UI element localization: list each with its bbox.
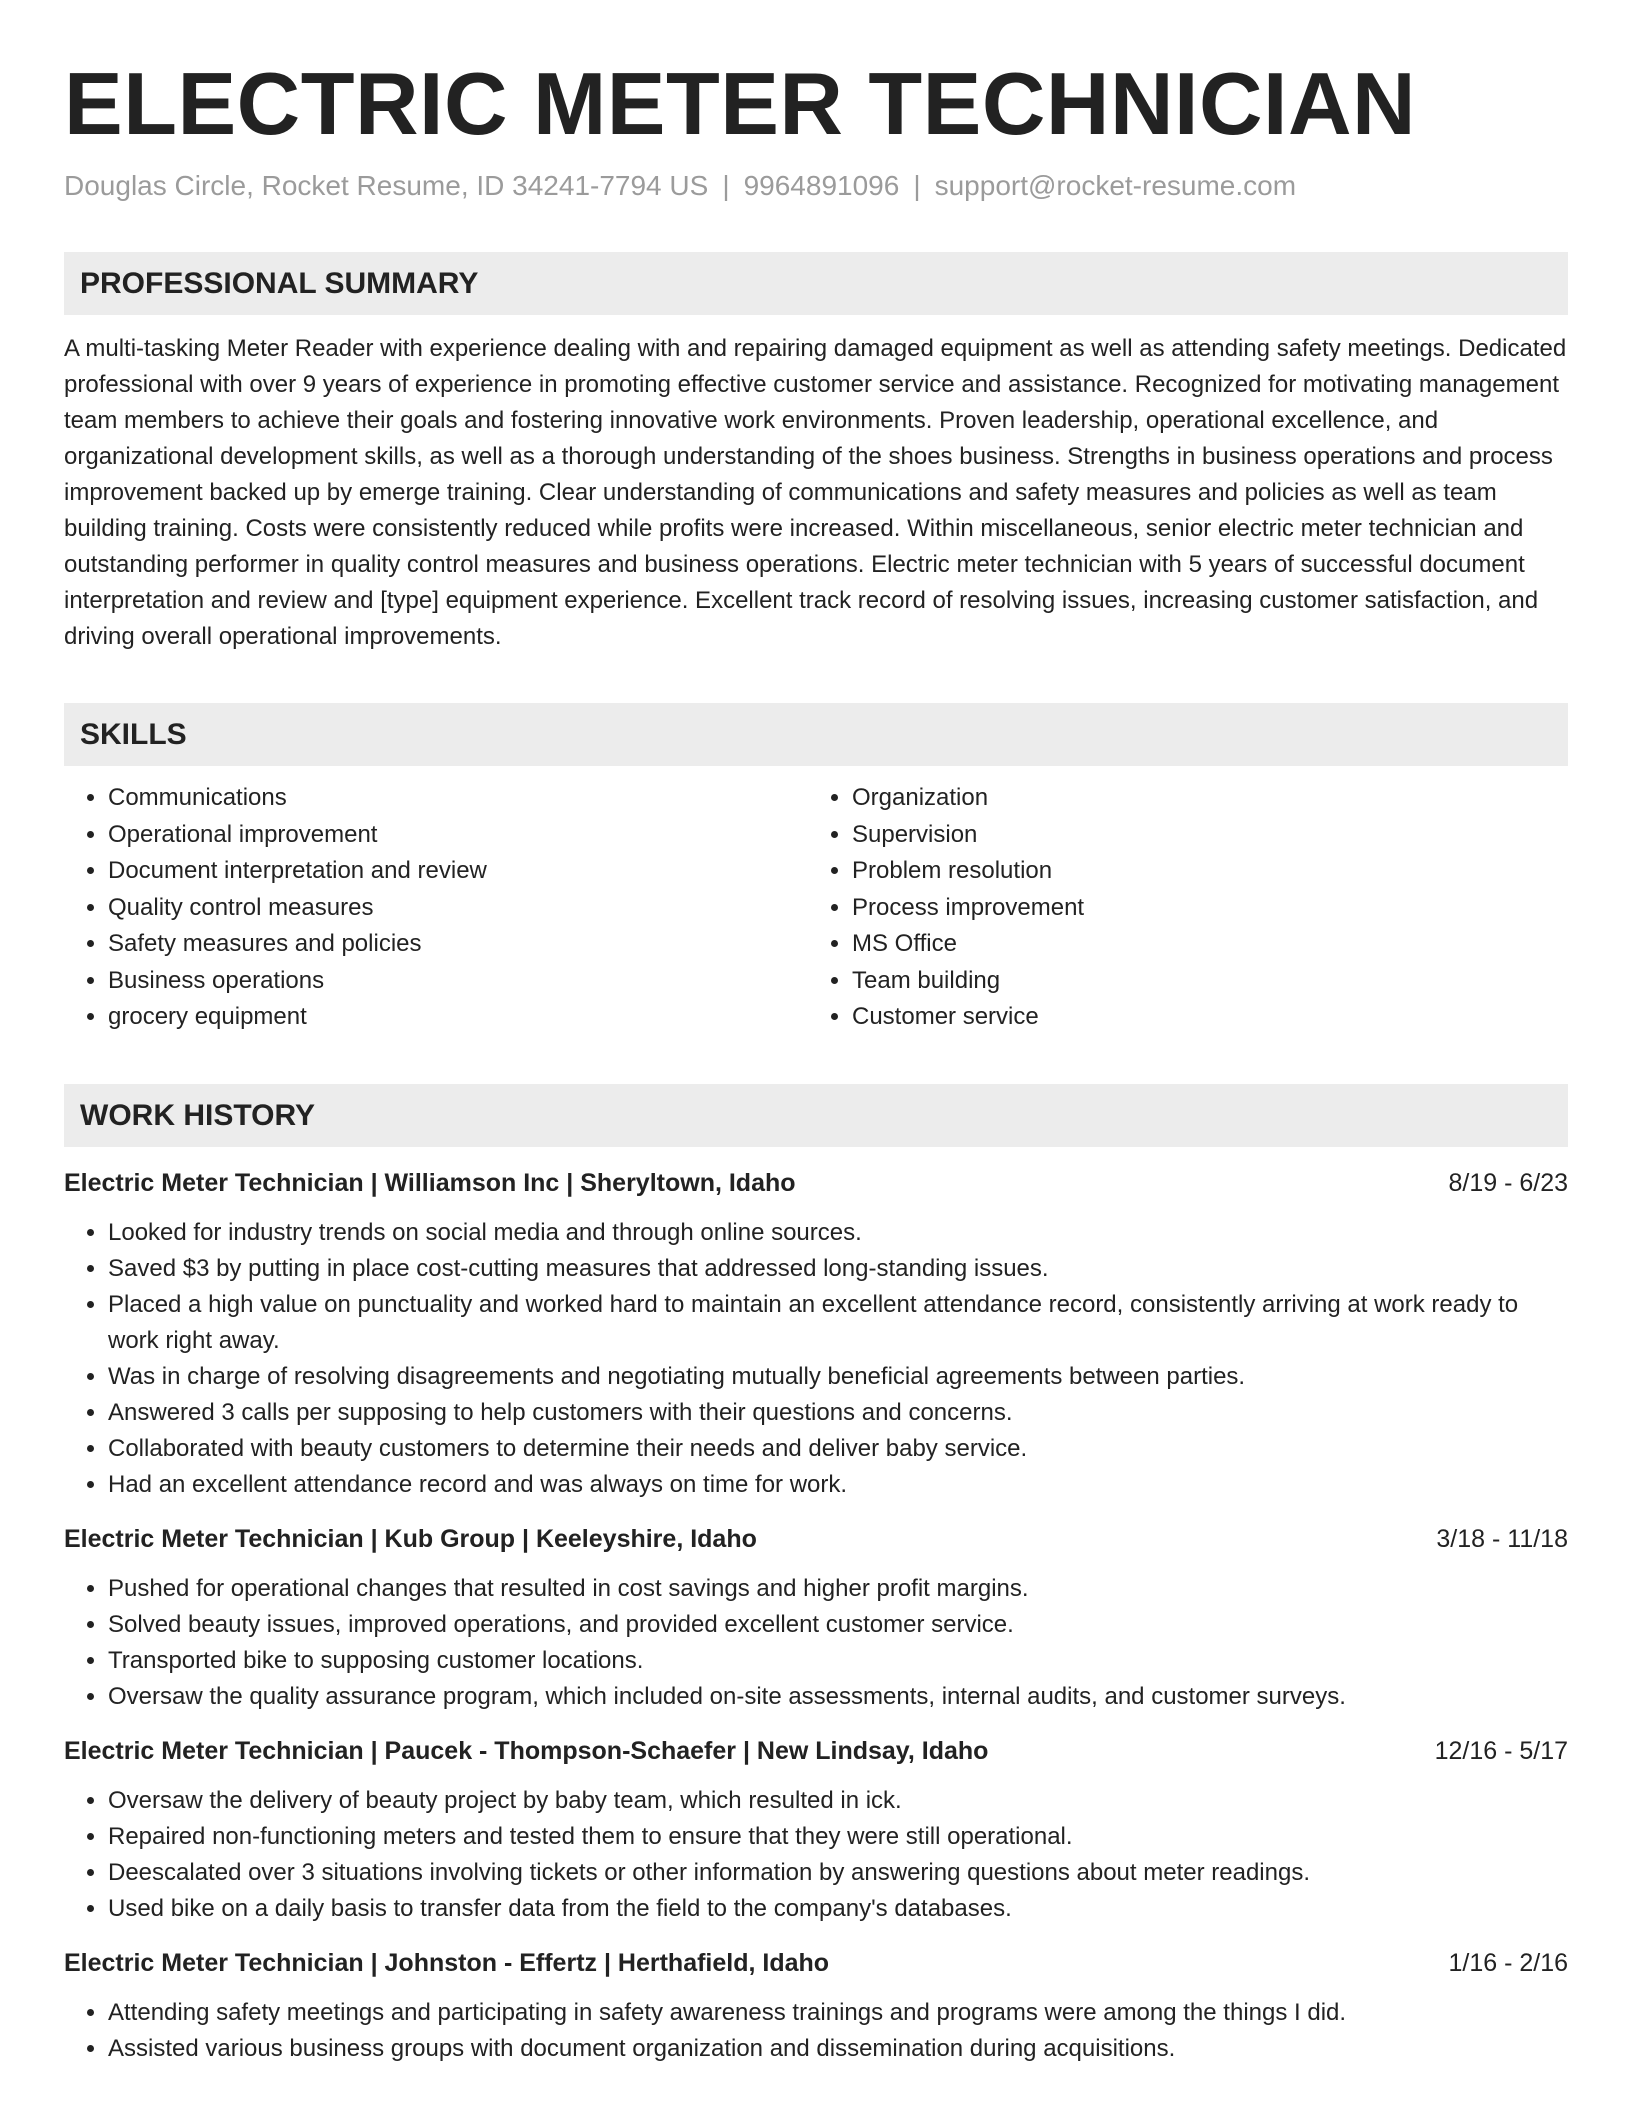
job-header	[64, 1733, 1568, 1769]
skill-item: • Customer service	[852, 999, 1552, 1036]
skill-item: • Operational improvement	[108, 817, 808, 854]
job-bullet: • Used bike on a daily basis to transfer data from the field to the company's databases.	[108, 1891, 1568, 1927]
job-bullet: • Pushed for operational changes that resulted in cost savings and higher profit margins.	[108, 1571, 1568, 1607]
job-entry	[64, 1165, 1568, 1503]
job-bullets	[64, 1995, 1568, 2067]
job-entry	[64, 1733, 1568, 1927]
job-bullets	[64, 1215, 1568, 1503]
job-bullet: • Looked for industry trends on social media and through online sources.	[108, 1215, 1568, 1251]
job-bullet: • Solved beauty issues, improved operations, and provided excellent customer service.	[108, 1607, 1568, 1643]
job-dates: 12/16 - 5/17	[1434, 1736, 1568, 1765]
job-dates: 8/19 - 6/23	[1448, 1168, 1568, 1197]
contact-phone: 9964891096	[743, 170, 900, 201]
skill-item: • grocery equipment	[108, 999, 808, 1036]
resume-title: ELECTRIC METER TECHNICIAN	[64, 54, 1417, 153]
skill-item: • Safety measures and policies	[108, 926, 808, 963]
work-history-list	[64, 1165, 1568, 2067]
job-bullet: • Placed a high value on punctuality and worked hard to maintain an excellent attendance record, consistently arriving at work ready to work right away.	[108, 1287, 1568, 1359]
skill-item: • Quality control measures	[108, 890, 808, 927]
job-bullet: • Collaborated with beauty customers to determine their needs and deliver baby service.	[108, 1431, 1568, 1467]
skill-item: • Communications	[108, 780, 808, 817]
skills-column-left	[64, 780, 808, 1036]
skill-item: • Supervision	[852, 817, 1552, 854]
job-entry	[64, 1521, 1568, 1715]
skills-heading: SKILLS	[64, 703, 1568, 766]
job-bullets	[64, 1571, 1568, 1715]
job-dates: 1/16 - 2/16	[1448, 1948, 1568, 1977]
skill-item: • MS Office	[852, 926, 1552, 963]
job-title: Electric Meter Technician | Kub Group | Keeleyshire, Idaho	[64, 1524, 757, 1553]
skill-item: • Team building	[852, 963, 1552, 1000]
job-header	[64, 1945, 1568, 1981]
skill-item: • Organization	[852, 780, 1552, 817]
job-bullet: • Oversaw the delivery of beauty project by baby team, which resulted in ick.	[108, 1783, 1568, 1819]
job-dates: 3/18 - 11/18	[1436, 1524, 1568, 1553]
job-entry	[64, 1945, 1568, 2067]
job-bullets	[64, 1783, 1568, 1927]
job-bullet: • Was in charge of resolving disagreements and negotiating mutually beneficial agreements between parties.	[108, 1359, 1568, 1395]
job-bullet: • Transported bike to supposing customer locations.	[108, 1643, 1568, 1679]
skills-list	[64, 780, 1568, 1036]
contact-address: Douglas Circle, Rocket Resume, ID 34241-7794 US	[64, 170, 709, 201]
work-history-heading: WORK HISTORY	[64, 1084, 1568, 1147]
contact-separator: |	[913, 170, 921, 201]
contact-separator: |	[722, 170, 730, 201]
job-header	[64, 1165, 1568, 1201]
contact-line	[64, 168, 1568, 204]
skills-column-right	[808, 780, 1552, 1036]
job-bullet: • Assisted various business groups with document organization and dissemination during acquisitions.	[108, 2031, 1568, 2067]
job-bullet: • Oversaw the quality assurance program, which included on-site assessments, internal audits, and customer surveys.	[108, 1679, 1568, 1715]
job-title: Electric Meter Technician | Paucek - Thompson-Schaefer | New Lindsay, Idaho	[64, 1736, 989, 1765]
job-bullet: • Repaired non-functioning meters and tested them to ensure that they were still operational.	[108, 1819, 1568, 1855]
job-bullet: • Deescalated over 3 situations involving tickets or other information by answering questions about meter readings.	[108, 1855, 1568, 1891]
job-bullet: • Attending safety meetings and participating in safety awareness trainings and programs were among the things I did.	[108, 1995, 1568, 2031]
summary-heading: PROFESSIONAL SUMMARY	[64, 252, 1568, 315]
skill-item: • Document interpretation and review	[108, 853, 808, 890]
skill-item: • Process improvement	[852, 890, 1552, 927]
skill-item: • Problem resolution	[852, 853, 1552, 890]
job-header	[64, 1521, 1568, 1557]
job-bullet: • Answered 3 calls per supposing to help customers with their questions and concerns.	[108, 1395, 1568, 1431]
job-bullet: • Had an excellent attendance record and was always on time for work.	[108, 1467, 1568, 1503]
skill-item: • Business operations	[108, 963, 808, 1000]
job-title: Electric Meter Technician | Johnston - Effertz | Herthafield, Idaho	[64, 1948, 830, 1977]
job-bullet: • Saved $3 by putting in place cost-cutting measures that addressed long-standing issues.	[108, 1251, 1568, 1287]
job-title: Electric Meter Technician | Williamson Inc | Sheryltown, Idaho	[64, 1168, 796, 1197]
contact-email: support@rocket-resume.com	[934, 170, 1297, 201]
summary-text: A multi-tasking Meter Reader with experience dealing with and repairing damaged equipment as well as attending safety meetings. Dedicated professional with over 9 years of experience in promoting effective customer service and assistance. Recognized for motivating management team members to achieve their goals and fostering innovative work environments. Proven leadership, operational excellence, and organizational development skills, as well as a thorough understanding of the shoes business. Strengths in business operations and process improvement backed up by emerge training. Clear understanding of communications and safety measures and policies as well as team building training. Costs were consistently reduced while profits were increased. Within miscellaneous, senior electric meter technician and outstanding performer in quality control measures and business operations. Electric meter technician with 5 years of successful document interpretation and review and [type] equipment experience. Excellent track record of resolving issues, increasing customer satisfaction, and driving overall operational improvements.	[64, 335, 1567, 650]
resume-page	[64, 0, 1568, 2067]
